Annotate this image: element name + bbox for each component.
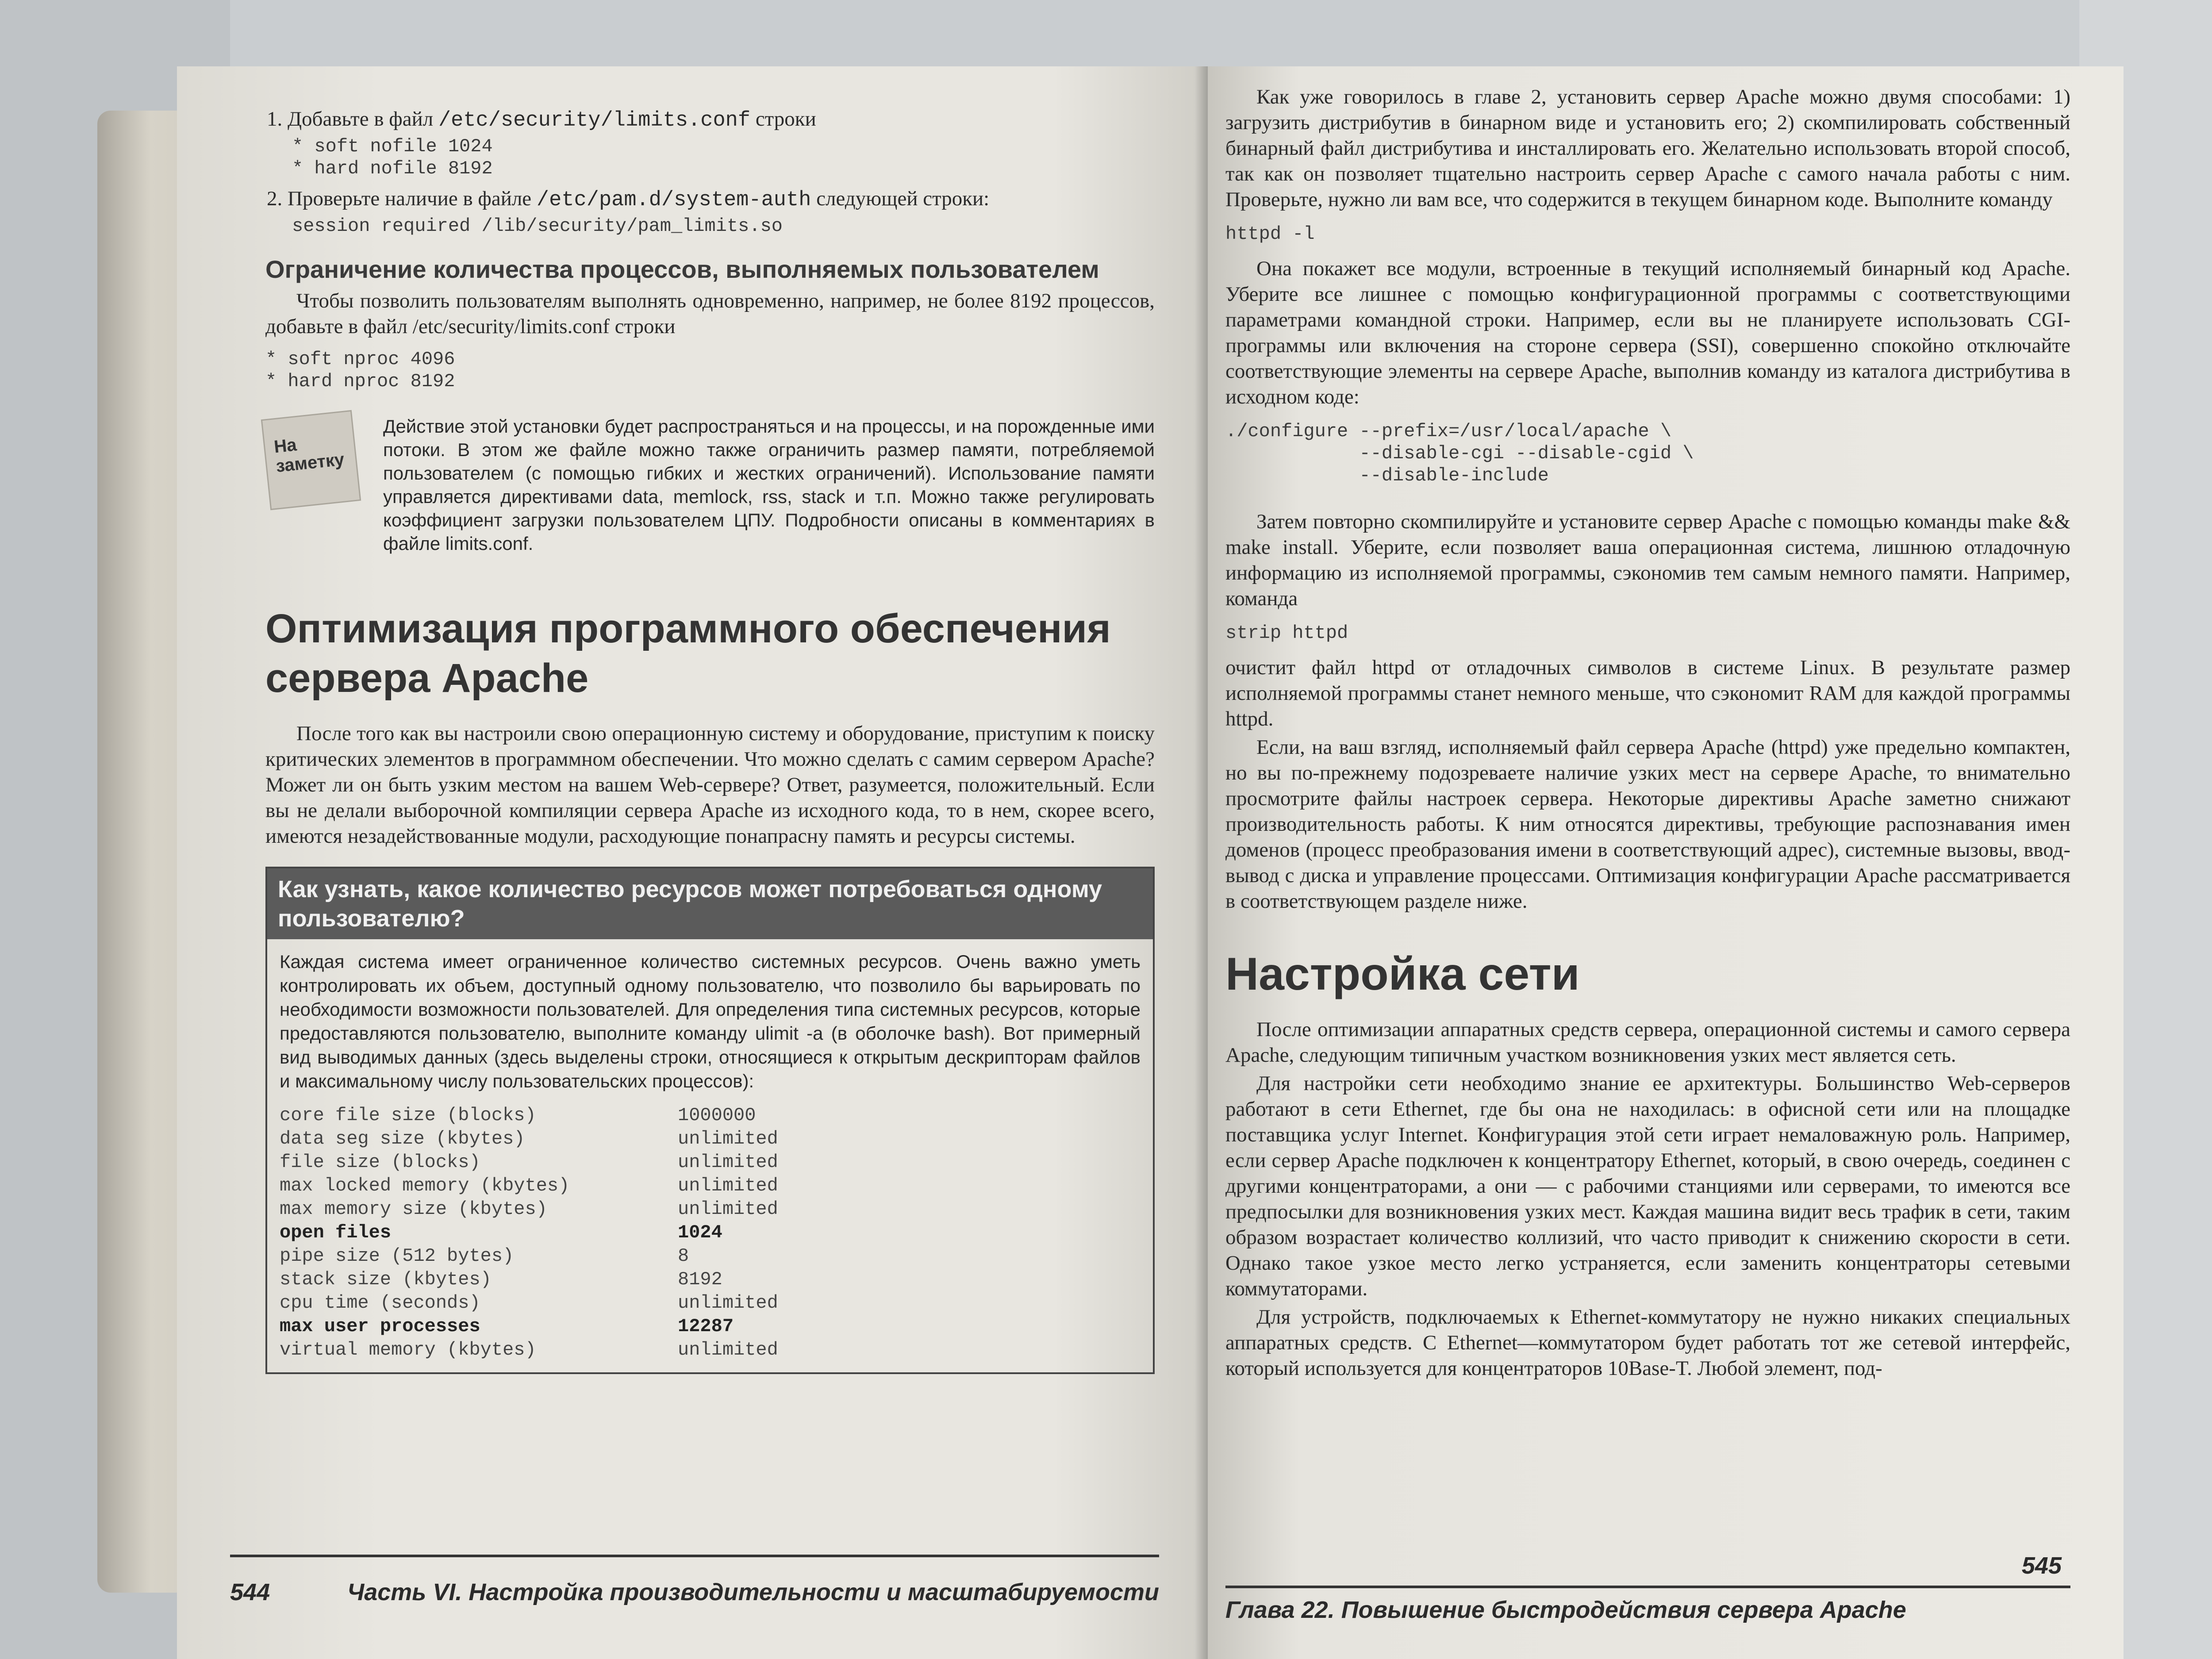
section-title: Настройка сети xyxy=(1225,949,1580,1000)
step-2: 2. Проверьте наличие в файле /etc/pam.d/system-auth следующей строки: session required /lib/security/pam_limits.so xyxy=(288,186,1155,237)
sidebar-box-text: Каждая система имеет ограниченное количество системных ресурсов. Очень важно уметь контролировать их объем, доступный одному пользователю, что позволило бы варьировать по необходимости возможности пользователей. Для определения типа системных ресурсов, которые предоставляются пользователю, выполните команду ulimit -a (в оболочке bash). Вот примерный вид выводимых данных (здесь выделены строки, относящиеся к открытым дескрипторам файлов и максимальному числу пользовательских процессов): xyxy=(280,951,1141,1091)
right-page xyxy=(1208,66,2124,1659)
ulimit-row: virtual memory (kbytes) unlimited xyxy=(280,1339,778,1360)
sidebar-box xyxy=(265,867,1155,1374)
ulimit-row: max memory size (kbytes) unlimited xyxy=(280,1198,778,1220)
ulimit-row: stack size (kbytes) 8192 xyxy=(280,1269,722,1290)
body-text xyxy=(1225,256,2070,410)
paragraph: Для настройки сети необходимо знание ее архитектуры. Большинство Web-серверов работают в сети Ethernet, где бы она не находилась: в офисной сети или на площадке поставщика услуг Internet. Конфигурация этой сети играет немаловажную роль. Например, если сервер Apache подключен к концентратору Ethernet, который, в свою очередь, соединен с другими концентраторами, а они — с рабочими станциями или серверами, то имеются все предпосылки для возникновения узких мест. Каждая машина видит весь трафик в сети, таким образом возрастает количество коллизий, что часто приводит к снижению скорости в сети. Однако такое узкое место легко устраняется, если заменить концентраторы сетевыми коммутаторами. xyxy=(1225,1072,2070,1300)
paragraph: Затем повторно скомпилируйте и установите сервер Apache с помощью команды make && make install. Уберите, если позволяет ваша операционная система, лишнюю отладочную информацию из исполняемой программы, сэкономив тем самым немного памяти. Например, команда xyxy=(1225,510,2070,610)
file-path: /etc/pam.d/system-auth xyxy=(536,188,811,212)
ulimit-row: cpu time (seconds) unlimited xyxy=(280,1292,778,1313)
running-footer: Глава 22. Повышение быстродействия сервера Apache xyxy=(1225,1597,1906,1623)
body-text xyxy=(1225,84,2070,212)
ulimit-output xyxy=(280,1104,1141,1362)
note-callout xyxy=(265,415,1155,555)
ulimit-row-highlighted: max user processes 12287 xyxy=(280,1316,734,1337)
paragraph: Если, на ваш взгляд, исполняемый файл сервера Apache (httpd) уже предельно компактен, но вы по-прежнему подозреваете наличие узких мест на сервере Apache, то внимательно просмотрите файлы настроек сервера. Некоторые директивы Apache заметно снижают производительность работы. К ним относятся директивы, требующие распознавания имен доменов (процесс преобразования имени в соответствующий адрес), системные вызовы, ввод-вывод с диска и управление процессами. Оптимизация конфигурации Apache рассматривается в соответствующем разделе ниже. xyxy=(1225,736,2070,913)
paragraph: Как уже говорилось в главе 2, установить сервер Apache можно двумя способами: 1) загрузить дистрибутив в бинарном виде и установить его; 2) скомпилировать собственный бинарный файл дистрибутива и инсталлировать его. Желательно использовать второй способ, так как он позволяет тщательно настроить сервер Apache с самого начала работы с ним. Проверьте, нужно ли вам все, что содержится в текущем бинарном коде. Выполните команду xyxy=(1225,85,2070,211)
note-icon: На заметку xyxy=(261,410,361,510)
paragraph: Чтобы позволить пользователям выполнять одновременно, например, не более 8192 процессов, добавьте в файл /etc/security/limits.conf строки xyxy=(265,289,1155,338)
ulimit-row: max locked memory (kbytes) unlimited xyxy=(280,1175,778,1196)
code-block: * soft nproc 4096 * hard nproc 8192 xyxy=(265,349,455,392)
footer-rule xyxy=(230,1555,1159,1557)
paragraph: Для устройств, подключаемых к Ethernet-коммутатору не нужно никаких специальных аппаратных средств. С Ethernet—коммутатором будет работать тот же сетевой интерфейс, который используется для концентраторов 10Base-T. Любой элемент, под- xyxy=(1225,1306,2070,1380)
ulimit-row: pipe size (512 bytes) 8 xyxy=(280,1245,689,1267)
body-text xyxy=(1225,655,2070,914)
body-text xyxy=(1225,1017,2070,1381)
ulimit-row: file size (blocks) unlimited xyxy=(280,1152,778,1173)
code-line: httpd -l xyxy=(1225,223,1315,245)
page-number: 544 xyxy=(230,1579,270,1605)
code-block: ./configure --prefix=/usr/local/apache \ --disable-cgi --disable-cgid \ --disable-include xyxy=(1225,421,1694,486)
paragraph: После того как вы настроили свою операционную систему и оборудование, приступим к поиску критических элементов в программном обеспечении. Что можно сделать с самим сервером Apache? Может ли он быть узким местом на вашем Web-сервере? Ответ, разумеется, положительный. Если вы не делали выборочной компиляции сервера Apache из исходного кода, то в нем, скорее всего, имеются незадействованные модули, расходующие понапрасну память и ресурсы системы. xyxy=(265,722,1155,848)
note-text: Действие этой установки будет распространяться и на процессы, и на порожденные ими потоки. В этом же файле можно также ограничить размер памяти, потребляемой пользователем (с помощью гибких и жестких ограничений). Использование памяти управляется директивами data, memlock, rss, stack и т.п. Можно также регулировать коэффициент загрузки пользователем ЦПУ. Подробности описаны в комментариях в файле limits.conf. xyxy=(383,416,1155,554)
file-path: /etc/security/limits.conf xyxy=(438,109,751,132)
step-1: 1. Добавьте в файл /etc/security/limits.conf строки * soft nofile 1024 * hard nofile 8192 xyxy=(288,106,1155,180)
page-number: 545 xyxy=(2021,1552,2062,1579)
sidebar-box-body xyxy=(267,939,1153,1372)
running-footer: Часть VI. Настройка производительности и масштабируемости xyxy=(347,1579,1159,1605)
body-text xyxy=(265,721,1155,849)
paragraph: очистит файл httpd от отладочных символов в системе Linux. В результате размер исполняемой программы станет немного меньше, что сэкономит RAM для каждой программы httpd. xyxy=(1225,656,2070,730)
subheading: Ограничение количества процессов, выполняемых пользователем xyxy=(265,255,1099,283)
code-line: strip httpd xyxy=(1225,622,1348,644)
footer-rule xyxy=(1225,1586,2070,1588)
code-block: session required /lib/security/pam_limits.so xyxy=(292,215,783,237)
section-title: Оптимизация программного обеспечения сервера Apache xyxy=(265,606,1111,701)
ulimit-row-highlighted: open files 1024 xyxy=(280,1222,722,1243)
sidebar-box-title: Как узнать, какое количество ресурсов может потребоваться одному пользователю? xyxy=(267,868,1153,939)
body-text xyxy=(1225,509,2070,611)
steps-list xyxy=(265,106,1155,237)
code-block: * soft nofile 1024 * hard nofile 8192 xyxy=(292,136,493,179)
paragraph: Она покажет все модули, встроенные в текущий исполняемый бинарный код Apache. Уберите все лишнее с помощью конфигурационной программы с соответствующими параметрами командной строки. Например, если вы не планируете использовать CGI-программы или включения на стороне сервера (SSI), совершенно спокойно отключайте соответствующие элементы на сервере Apache, выполнив команду из каталога дистрибутива в исходном коде: xyxy=(1225,257,2070,408)
ulimit-row: data seg size (kbytes) unlimited xyxy=(280,1128,778,1149)
paragraph: После оптимизации аппаратных средств сервера, операционной системы и самого сервера Apache, следующим типичным участком возникновения узких мест является сеть. xyxy=(1225,1018,2070,1067)
body-text xyxy=(265,288,1155,339)
left-page xyxy=(177,66,1208,1659)
ulimit-row: core file size (blocks) 1000000 xyxy=(280,1105,756,1126)
